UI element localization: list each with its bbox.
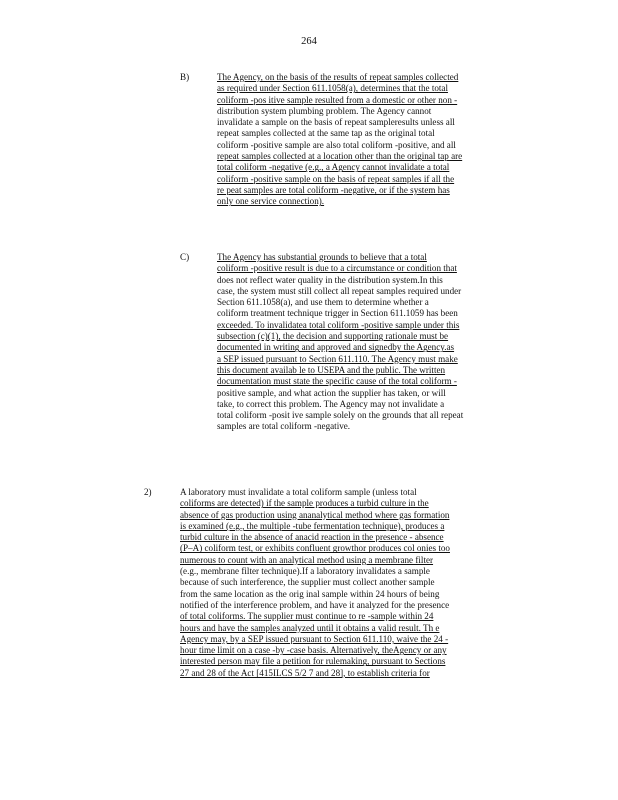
text-line: coliform -positive sample on the basis of repeat samples if all the [217,173,455,184]
text-line: total coliform -negative (e.g., a Agency cannot invalidate a total [217,162,450,173]
text-line: re peat samples are total coliform -negative, or if the system has [217,184,450,195]
text-line: notified of the interference problem, and have it analyzed for the presence [180,599,450,610]
section-label: 2) [144,487,152,497]
text-line: repeat samples collected at the same tap as the original total [217,128,435,139]
text-line: total coliform -posit ive sample solely on the grounds that all repeat [217,410,464,421]
text-line: as required under Section 611.1058(a), determines that the total [217,83,448,94]
text-line: coliform treatment technique trigger in Section 611.1059 has been [217,308,458,319]
text-line: hours and have the samples analyzed until it obtains a valid result. Th e [180,622,440,633]
subsection-text [217,252,540,433]
text-line: documented in writing and approved and signedby the Agency.as [217,342,455,353]
text-line: (P–A) coliform test, or exhibits confluent growthor produces col onies too [180,543,450,554]
text-line: from the same location as the orig inal sample within 24 hours of being [180,588,440,599]
text-line: only one service connection). [217,196,325,207]
text-line: is examined (e.g., the multiple -tube fermentation technique), produces a [180,520,445,531]
page-number: 264 [301,36,317,47]
text-line: repeat samples collected at a location other than the original tap are [217,151,463,162]
text-line: does not reflect water quality in the distribution system.In this [217,274,443,285]
text-line: (e.g., membrane filter technique).If a laboratory invalidates a sample [180,566,430,577]
text-line: coliform -positive result is due to a circumstance or condition that [217,263,457,274]
text-line: coliforms are detected) if the sample produces a turbid culture in the [180,498,429,509]
text-line: distribution system plumbing problem. The Agency cannot [217,105,432,116]
subsection-label: C) [180,252,190,262]
text-line: take, to correct this problem. The Agency may not invalidate a [217,398,445,409]
text-line: numerous to count with an analytical method using a membrane filter [180,554,434,565]
subsection-label: B) [180,72,190,82]
text-line: coliform -positive sample are also total coliform -positive, and all [217,139,456,150]
text-line: turbid culture in the absence of anacid reaction in the presence - absence [180,532,444,543]
text-line: The Agency, on the basis of the results of repeat samples collected [217,72,459,82]
text-line: A laboratory must invalidate a total coliform sample (unless total [180,487,417,497]
text-line: because of such interference, the supplier must collect another sample [180,577,435,588]
text-line: subsection (c)(1), the decision and supporting rationale must be [217,331,449,342]
text-line: Section 611.1058(a), and use them to determine whether a [217,297,429,308]
text-line: positive sample, and what action the supplier has taken, or will [217,387,446,398]
text-line: Agency may, by a SEP issued pursuant to Section 611.110, waive the 24 - [180,633,449,644]
text-line: a SEP issued pursuant to Section 611.110. The Agency must make [217,353,458,364]
text-line: coliform -pos itive sample resulted from a domestic or other non - [217,94,458,105]
subsection-text [217,72,540,208]
text-line: hour time limit on a case -by -case basis. Alternatively, theAgency or any [180,645,447,656]
text-line: interested person may file a petition for rulemaking, pursuant to Sections [180,656,446,667]
text-line: this document availab le to USEPA and the public. The written [217,364,446,375]
text-line: absence of gas production using ananalytical method where gas formation [180,509,450,520]
text-line: documentation must state the specific cause of the total coliform - [217,376,457,387]
text-line: case, the system must still collect all repeat samples required under [217,285,462,296]
text-line: The Agency has substantial grounds to believe that a total [217,252,427,262]
text-line: of total coliforms. The supplier must continue to re -sample within 24 [180,611,434,622]
text-line: 27 and 28 of the Act [415ILCS 5/2 7 and 28], to establish criteria for [180,667,430,678]
text-line: invalidate a sample on the basis of repeat sampleresults unless all [217,117,455,128]
text-line: samples are total coliform -negative. [217,421,351,432]
text-line: exceeded. To invalidatea total coliform -positive sample under this [217,319,460,330]
section-text [180,487,540,679]
